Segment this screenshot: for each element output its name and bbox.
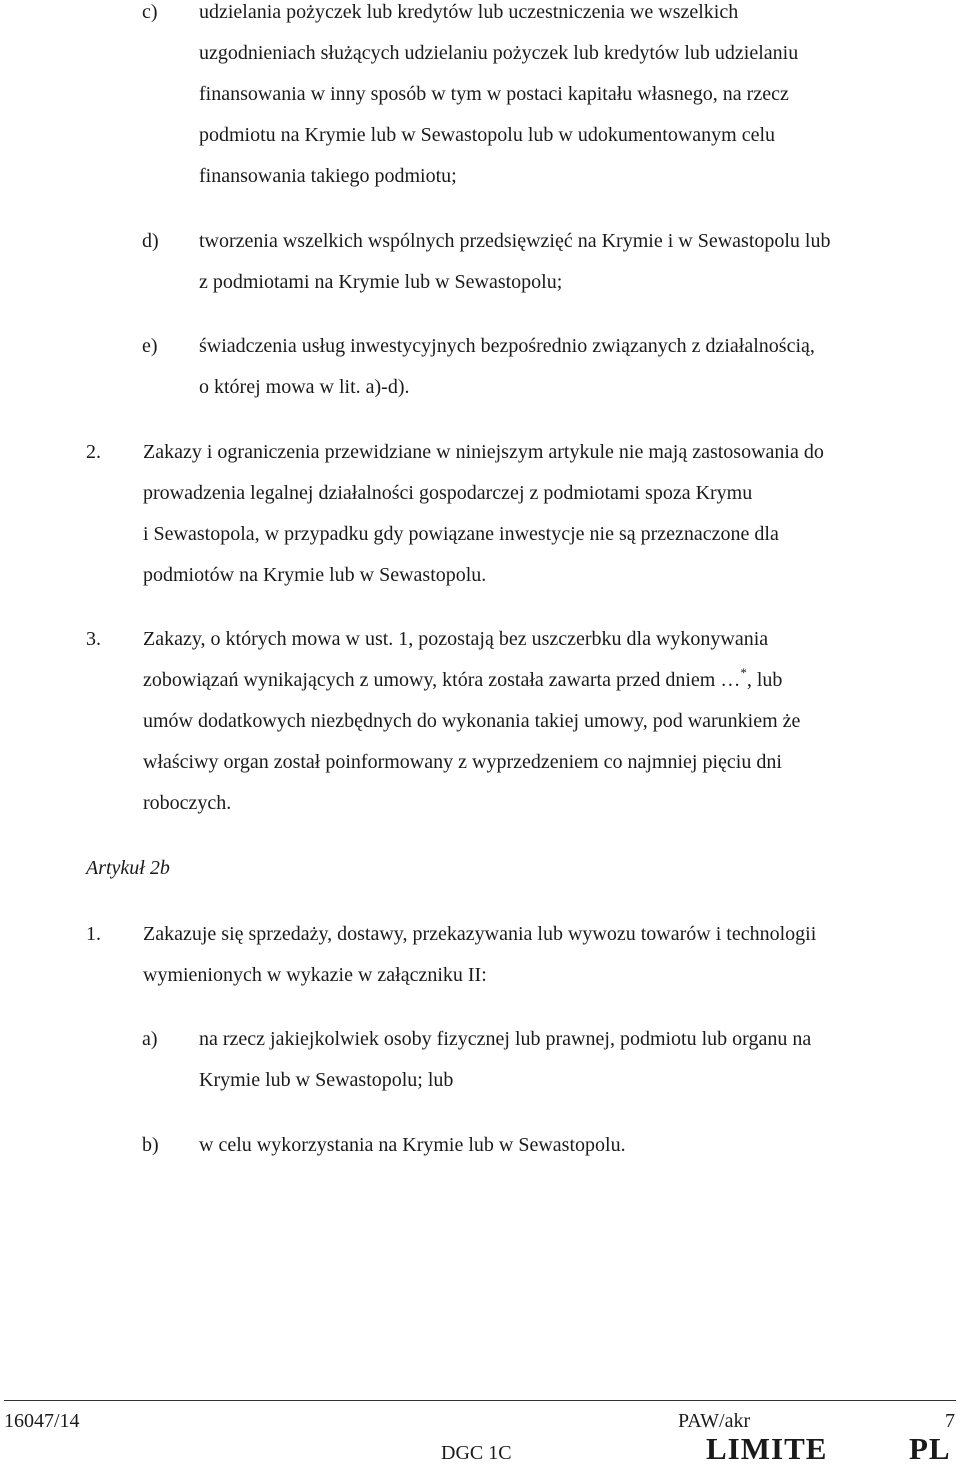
item-c-line-2: uzgodnieniach służących udzielaniu pożyczek lub kredytów lub udzielaniu (199, 42, 799, 64)
footer-limite: LIMITE (706, 1431, 828, 1466)
item-label-c: c) (142, 1, 158, 23)
item-d-line-2: z podmiotami na Krymie lub w Sewastopolu; (199, 271, 563, 293)
paragraph-1-line-2: wymienionych w wykazie w załączniku II: (143, 964, 487, 986)
paragraph-3-line-2-tail: , lub (746, 669, 783, 691)
paragraph-2-line-1: Zakazy i ograniczenia przewidziane w niniejszym artykule nie mają zastosowania do (143, 441, 824, 463)
paragraph-3-line-3: umów dodatkowych niezbędnych do wykonania takiej umowy, pod warunkiem że (143, 710, 801, 732)
item-b-line-1: w celu wykorzystania na Krymie lub w Sewastopolu. (199, 1134, 626, 1156)
item-e-line-2: o której mowa w lit. a)-d). (199, 376, 410, 398)
item-c-line-4: podmiotu na Krymie lub w Sewastopolu lub w udokumentowanym celu (199, 124, 776, 146)
item-label-b: b) (142, 1134, 159, 1156)
item-a-line-1: na rzecz jakiejkolwiek osoby fizycznej lub prawnej, podmiotu lub organu na (199, 1028, 812, 1050)
item-label-d: d) (142, 230, 159, 252)
footnote-marker: * (740, 665, 747, 680)
paragraph-label-1: 1. (86, 923, 101, 945)
paragraph-1-line-1: Zakazuje się sprzedaży, dostawy, przekazywania lub wywozu towarów i technologii (143, 923, 817, 945)
paragraph-label-3: 3. (86, 628, 101, 650)
paragraph-3-line-2-text: zobowiązań wynikających z umowy, która została zawarta przed dniem … (143, 669, 741, 691)
paragraph-2-line-3: i Sewastopola, w przypadku gdy powiązane inwestycje nie są przeznaczone dla (143, 523, 779, 545)
item-c-line-3: finansowania w inny sposób w tym w postaci kapitału własnego, na rzecz (199, 83, 789, 105)
paragraph-label-2: 2. (86, 441, 101, 463)
footer-initials: PAW/akr (678, 1410, 751, 1432)
item-c-line-1: udzielania pożyczek lub kredytów lub uczestniczenia we wszelkich (199, 1, 739, 23)
footer-page-number: 7 (945, 1410, 955, 1432)
paragraph-3-line-2 (143, 665, 783, 692)
paragraph-2-line-2: prowadzenia legalnej działalności gospodarczej z podmiotami spoza Krymu (143, 482, 753, 504)
footer-divider (4, 1400, 956, 1401)
footer-doc-number: 16047/14 (4, 1410, 80, 1432)
paragraph-3-line-5: roboczych. (143, 792, 232, 814)
item-a-line-2: Krymie lub w Sewastopolu; lub (199, 1069, 454, 1091)
footer-language: PL (909, 1431, 951, 1466)
item-e-line-1: świadczenia usług inwestycyjnych bezpośrednio związanych z działalnością, (199, 335, 815, 357)
item-d-line-1: tworzenia wszelkich wspólnych przedsięwzięć na Krymie i w Sewastopolu lub (199, 230, 831, 252)
item-label-e: e) (142, 335, 158, 357)
article-heading: Artykuł 2b (86, 857, 170, 879)
paragraph-2-line-4: podmiotów na Krymie lub w Sewastopolu. (143, 564, 487, 586)
paragraph-3-line-1: Zakazy, o których mowa w ust. 1, pozostają bez uszczerbku dla wykonywania (143, 628, 769, 650)
paragraph-3-line-4: właściwy organ został poinformowany z wyprzedzeniem co najmniej pięciu dni (143, 751, 782, 773)
item-c-line-5: finansowania takiego podmiotu; (199, 165, 457, 187)
item-label-a: a) (142, 1028, 158, 1050)
footer-department: DGC 1C (441, 1442, 512, 1464)
